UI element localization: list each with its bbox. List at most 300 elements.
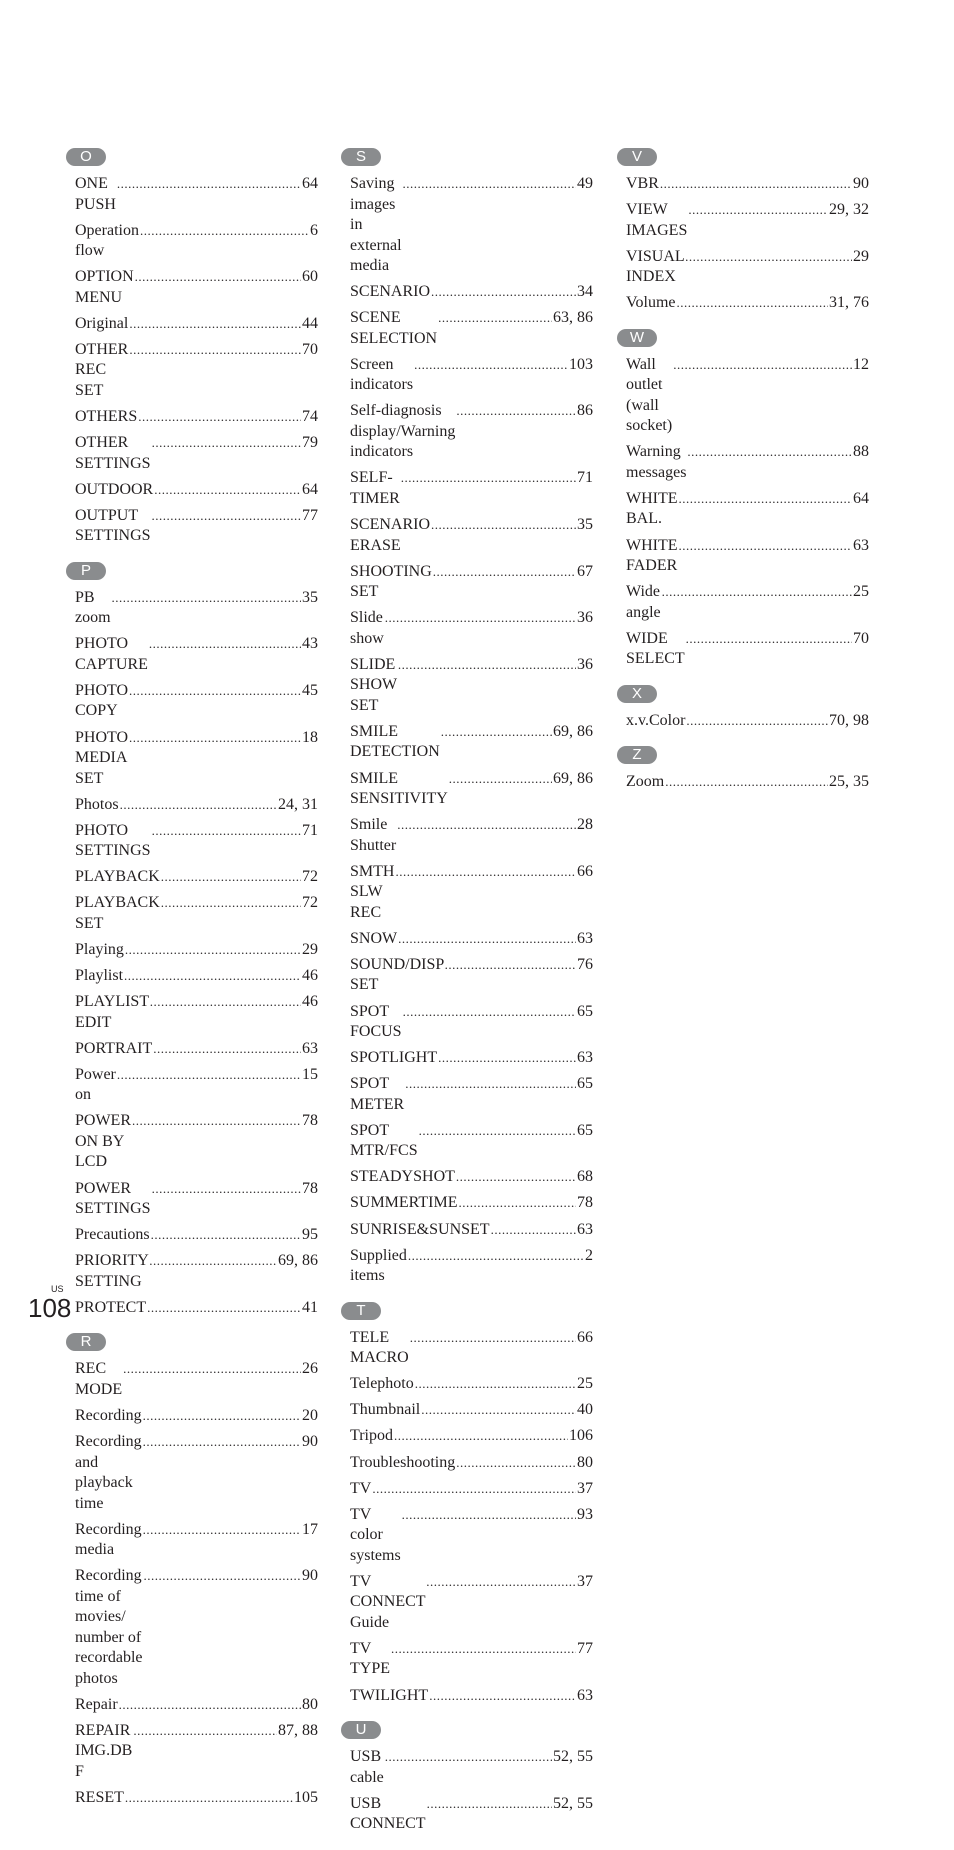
- index-page-reference: 35: [302, 588, 318, 606]
- index-page-reference: 63: [577, 929, 593, 947]
- index-page-reference: 36: [577, 655, 593, 673]
- dot-leader: [151, 1225, 301, 1246]
- index-entry: [626, 711, 869, 732]
- index-term: Slide show: [350, 609, 384, 647]
- index-page-reference: 66: [577, 862, 593, 880]
- index-page-reference: 25, 35: [829, 773, 869, 791]
- index-page-reference: 65: [577, 1121, 593, 1139]
- dot-leader: [456, 401, 576, 422]
- index-entry: [350, 1167, 593, 1188]
- index-entry: [75, 1251, 318, 1292]
- index-page-reference: 65: [577, 1075, 593, 1093]
- dot-leader: [419, 1121, 576, 1142]
- index-entry: [626, 536, 869, 577]
- index-section-u: [341, 1721, 593, 1835]
- index-page-reference: 40: [577, 1401, 593, 1419]
- dot-leader: [421, 1400, 576, 1421]
- index-entry: [75, 1179, 318, 1220]
- index-entry: [75, 1298, 318, 1319]
- index-page-reference: 65: [577, 1002, 593, 1020]
- index-term: SMILE SENSITIVITY: [350, 769, 448, 808]
- dot-leader: [673, 355, 852, 376]
- dot-leader: [143, 1432, 301, 1453]
- index-section-s: [341, 148, 593, 1287]
- dot-leader: [441, 722, 552, 743]
- index-page-reference: 64: [302, 480, 318, 498]
- dot-leader: [125, 1788, 293, 1809]
- index-term: Precautions: [75, 1226, 150, 1244]
- index-term: Power on: [75, 1065, 116, 1104]
- index-entry: [350, 1505, 593, 1567]
- index-entry: [75, 1566, 318, 1689]
- index-term: SLIDE SHOW SET: [350, 655, 397, 714]
- section-letter-tab: O: [66, 148, 106, 166]
- dot-leader: [129, 314, 301, 335]
- index-page-reference: 34: [577, 283, 593, 301]
- index-page-reference: 52, 55: [553, 1794, 593, 1812]
- index-entry: [350, 1328, 593, 1369]
- index-term: REC MODE: [75, 1360, 123, 1398]
- index-term: Original: [75, 314, 129, 332]
- section-letter-tab: T: [341, 1302, 381, 1320]
- index-entry: [350, 769, 593, 810]
- dot-leader: [129, 681, 301, 702]
- index-term: PROTECT: [75, 1298, 147, 1316]
- dot-leader: [125, 940, 301, 961]
- dot-leader: [391, 1639, 576, 1660]
- index-column-1: [66, 148, 318, 1824]
- dot-leader: [385, 608, 576, 629]
- index-page-reference: 6: [310, 221, 318, 239]
- index-term: Recording: [75, 1406, 142, 1424]
- section-letter-tab: R: [66, 1333, 106, 1351]
- index-entry: [75, 728, 318, 790]
- section-letter-tab: X: [617, 685, 657, 703]
- dot-leader: [143, 1406, 301, 1427]
- index-term: OTHER SETTINGS: [75, 434, 151, 472]
- index-entry: [75, 1520, 318, 1561]
- index-entry: [350, 1048, 593, 1069]
- section-letter-tab: P: [66, 562, 106, 580]
- index-entry: [626, 247, 869, 288]
- index-page-reference: 49: [577, 175, 593, 192]
- index-term: POWER SETTINGS: [75, 1179, 151, 1218]
- index-entry: [350, 1686, 593, 1707]
- dot-leader: [408, 1246, 584, 1267]
- index-entry: [350, 562, 593, 603]
- section-letter-tab: S: [341, 148, 381, 166]
- index-page-reference: 43: [302, 635, 318, 653]
- index-term: TV: [350, 1479, 372, 1497]
- index-term: USB CONNECT: [350, 1794, 426, 1833]
- index-term: Smile Shutter: [350, 816, 397, 854]
- index-entry-list: [66, 1359, 318, 1808]
- dot-leader: [427, 1794, 552, 1815]
- section-letter-tab: Z: [617, 746, 657, 764]
- index-entry: [350, 655, 593, 717]
- dot-leader: [124, 966, 301, 987]
- dot-leader: [112, 588, 301, 609]
- index-page-reference: 25: [577, 1375, 593, 1393]
- dot-leader: [665, 772, 828, 793]
- index-term: ONE PUSH: [75, 175, 116, 213]
- index-entry-list: [617, 711, 869, 732]
- index-page-reference: 103: [569, 355, 593, 373]
- index-term: Self-diagnosis display/Warning indicators: [350, 402, 456, 461]
- dot-leader: [140, 221, 309, 242]
- index-page-reference: 72: [302, 868, 318, 886]
- index-term: SHOOTING SET: [350, 562, 432, 601]
- index-page-reference: 80: [577, 1453, 593, 1471]
- index-page-reference: 90: [853, 175, 869, 192]
- index-page-reference: 29: [302, 941, 318, 958]
- dot-leader: [401, 468, 576, 489]
- index-term: Telephoto: [350, 1375, 414, 1393]
- region-code: US: [51, 1284, 64, 1294]
- dot-leader: [152, 506, 301, 527]
- dot-leader: [426, 1572, 576, 1593]
- dot-leader: [456, 1167, 576, 1188]
- index-entry: [350, 1121, 593, 1162]
- index-page-reference: 67: [577, 562, 593, 580]
- index-entry-list: [617, 772, 869, 793]
- index-entry: [75, 634, 318, 675]
- index-page-reference: 80: [302, 1695, 318, 1713]
- index-page-reference: 64: [853, 489, 869, 507]
- index-term: OUTDOOR: [75, 480, 154, 498]
- index-entry: [350, 468, 593, 509]
- index-term: STEADYSHOT: [350, 1168, 455, 1186]
- index-section-p: [66, 562, 318, 1319]
- index-entry: [350, 815, 593, 856]
- index-column-3: [617, 148, 869, 808]
- index-term: WIDE SELECT: [626, 629, 685, 668]
- index-page-reference: 77: [302, 506, 318, 524]
- index-term: RESET: [75, 1789, 124, 1806]
- index-page-reference: 106: [569, 1427, 593, 1445]
- dot-leader: [120, 795, 277, 816]
- index-page-reference: 17: [302, 1520, 318, 1538]
- index-entry: [75, 1721, 318, 1783]
- dot-leader: [150, 992, 301, 1013]
- index-entry: [75, 340, 318, 402]
- index-term: OPTION MENU: [75, 268, 134, 306]
- index-entry: [75, 506, 318, 547]
- index-entry: [350, 955, 593, 996]
- index-entry: [75, 795, 318, 816]
- index-entry: [75, 867, 318, 888]
- index-page-reference: 28: [577, 816, 593, 834]
- dot-leader: [133, 1721, 277, 1742]
- dot-leader: [431, 515, 576, 536]
- index-page-reference: 52, 55: [553, 1748, 593, 1765]
- index-section-z: [617, 746, 869, 793]
- index-entry: [350, 1220, 593, 1241]
- index-term: Playlist: [75, 967, 124, 985]
- dot-leader: [154, 480, 301, 501]
- dot-leader: [679, 536, 852, 557]
- dot-leader: [152, 1179, 301, 1200]
- dot-leader: [491, 1220, 576, 1241]
- dot-leader: [153, 1039, 301, 1060]
- index-page-reference: 86: [577, 402, 593, 420]
- dot-leader: [403, 174, 576, 195]
- index-page-reference: 31, 76: [829, 294, 869, 312]
- index-term: SCENARIO: [350, 283, 431, 301]
- dot-leader: [415, 1374, 576, 1395]
- dot-leader: [410, 1328, 576, 1349]
- index-entry: [350, 308, 593, 349]
- index-page-reference: 41: [302, 1298, 318, 1316]
- index-entry: [75, 588, 318, 629]
- index-term: PLAYBACK SET: [75, 894, 160, 932]
- dot-leader: [144, 1566, 301, 1587]
- index-term: Volume: [626, 294, 676, 312]
- index-entry: [350, 1074, 593, 1115]
- index-page-reference: 70: [302, 340, 318, 358]
- index-term: VBR: [626, 175, 659, 192]
- index-page-reference: 78: [577, 1194, 593, 1212]
- index-page-reference: 79: [302, 434, 318, 452]
- dot-leader: [449, 769, 552, 790]
- index-page-reference: 93: [577, 1505, 593, 1523]
- dot-leader: [117, 174, 301, 195]
- index-page-reference: 46: [302, 967, 318, 985]
- index-page-reference: 63: [577, 1686, 593, 1704]
- dot-leader: [117, 1065, 301, 1086]
- dot-leader: [397, 815, 576, 836]
- index-term: Warning messages: [626, 443, 687, 481]
- index-entry: [75, 1432, 318, 1514]
- index-entry: [626, 582, 869, 623]
- index-term: Recording and playback time: [75, 1433, 142, 1512]
- index-term: Thumbnail: [350, 1401, 421, 1419]
- dot-leader: [414, 355, 568, 376]
- index-entry: [350, 722, 593, 763]
- index-term: VISUAL INDEX: [626, 247, 685, 286]
- index-entry: [350, 1426, 593, 1447]
- index-term: SPOT METER: [350, 1075, 405, 1113]
- index-term: TV TYPE: [350, 1639, 390, 1678]
- index-entry: [626, 489, 869, 530]
- index-page-reference: 63, 86: [553, 309, 593, 327]
- index-entry: [75, 1359, 318, 1400]
- index-term: PHOTO SETTINGS: [75, 821, 151, 860]
- index-term: PHOTO COPY: [75, 681, 129, 720]
- index-page-reference: 60: [302, 268, 318, 286]
- index-page-reference: 44: [302, 314, 318, 332]
- index-page-reference: 105: [294, 1789, 318, 1806]
- index-entry-list: [66, 174, 318, 547]
- index-term: SPOT FOCUS: [350, 1002, 402, 1040]
- index-entry: [75, 174, 318, 215]
- dot-leader: [138, 407, 301, 428]
- index-entry: [75, 992, 318, 1033]
- index-section-r: [66, 1333, 318, 1808]
- index-term: SUMMERTIME: [350, 1194, 458, 1212]
- dot-leader: [152, 821, 301, 842]
- index-page-reference: 20: [302, 1406, 318, 1424]
- index-page-reference: 26: [302, 1360, 318, 1378]
- index-page-reference: 35: [577, 516, 593, 534]
- index-entry: [350, 1747, 593, 1788]
- index-term: PORTRAIT: [75, 1039, 153, 1057]
- index-entry: [350, 1794, 593, 1835]
- index-entry: [626, 355, 869, 437]
- index-term: PHOTO MEDIA SET: [75, 728, 129, 787]
- dot-leader: [398, 929, 576, 950]
- index-term: SELF-TIMER: [350, 469, 400, 507]
- dot-leader: [395, 862, 576, 883]
- index-entry: [626, 629, 869, 670]
- index-page-reference: 70: [853, 629, 869, 647]
- index-page-reference: 70, 98: [829, 711, 869, 729]
- dot-leader: [438, 1048, 576, 1069]
- index-term: WHITE BAL.: [626, 489, 678, 528]
- dot-leader: [119, 1695, 301, 1716]
- index-entry: [75, 681, 318, 722]
- index-entry: [75, 1225, 318, 1246]
- index-term: Wide angle: [626, 583, 661, 621]
- index-entry: [350, 1453, 593, 1474]
- index-page-reference: 88: [853, 443, 869, 461]
- index-page-reference: 63: [577, 1049, 593, 1067]
- index-term: Supplied items: [350, 1246, 407, 1285]
- index-term: SOUND/DISP SET: [350, 955, 444, 994]
- dot-leader: [403, 1002, 576, 1023]
- index-term: OUTPUT SETTINGS: [75, 506, 151, 545]
- index-term: Recording media: [75, 1520, 142, 1559]
- dot-leader: [129, 340, 301, 361]
- dot-leader: [152, 433, 301, 454]
- index-entry: [350, 1572, 593, 1634]
- index-entry-list: [617, 174, 869, 314]
- index-term: SCENARIO ERASE: [350, 516, 431, 554]
- dot-leader: [135, 267, 301, 288]
- index-section-o: [66, 148, 318, 547]
- index-term: TELE MACRO: [350, 1328, 409, 1367]
- index-page-reference: 15: [302, 1065, 318, 1083]
- dot-leader: [405, 1074, 576, 1095]
- dot-leader: [676, 293, 828, 314]
- index-entry: [75, 1065, 318, 1106]
- dot-leader: [402, 1505, 576, 1526]
- index-page-reference: 36: [577, 609, 593, 627]
- index-entry: [75, 1406, 318, 1427]
- index-entry: [75, 221, 318, 262]
- index-page-reference: 25: [853, 583, 869, 601]
- index-entry: [626, 174, 869, 195]
- index-entry: [350, 1374, 593, 1395]
- index-entry: [350, 1400, 593, 1421]
- index-term: PLAYBACK: [75, 868, 160, 886]
- index-entry: [350, 929, 593, 950]
- index-page-reference: 69, 86: [278, 1252, 318, 1270]
- index-page-reference: 77: [577, 1639, 593, 1657]
- index-term: PRIORITY SETTING: [75, 1252, 149, 1290]
- index-term: SPOT MTR/FCS: [350, 1121, 418, 1160]
- index-term: REPAIR IMG.DB F: [75, 1721, 133, 1780]
- index-entry-list: [66, 588, 318, 1319]
- index-term: TWILIGHT: [350, 1686, 429, 1704]
- index-entry: [75, 433, 318, 474]
- index-entry-list: [341, 1328, 593, 1706]
- index-page-reference: 68: [577, 1168, 593, 1186]
- index-entry: [75, 966, 318, 987]
- index-entry: [350, 515, 593, 556]
- index-entry: [350, 355, 593, 396]
- index-entry: [350, 1193, 593, 1214]
- dot-leader: [398, 655, 576, 676]
- index-page-reference: 90: [302, 1433, 318, 1451]
- index-entry: [75, 893, 318, 934]
- index-entry: [350, 862, 593, 924]
- index-page-reference: 71: [577, 469, 593, 487]
- index-page-reference: 63: [577, 1220, 593, 1238]
- index-term: TV color systems: [350, 1505, 401, 1564]
- index-section-w: [617, 329, 869, 670]
- index-term: OTHERS: [75, 407, 138, 425]
- dot-leader: [445, 955, 576, 976]
- index-entry: [75, 267, 318, 308]
- index-term: SMTH SLW REC: [350, 862, 395, 921]
- page-number: 108: [28, 1293, 72, 1323]
- index-term: Operation flow: [75, 221, 139, 260]
- index-entry: [350, 282, 593, 303]
- index-term: Tripod: [350, 1427, 393, 1445]
- dot-leader: [459, 1193, 577, 1214]
- index-page-reference: 12: [853, 355, 869, 373]
- index-term: PLAYLIST EDIT: [75, 993, 149, 1031]
- index-page-reference: 46: [302, 993, 318, 1011]
- dot-leader: [143, 1520, 301, 1541]
- index-entry: [350, 1246, 593, 1287]
- index-section-t: [341, 1302, 593, 1706]
- index-page-reference: 45: [302, 681, 318, 699]
- section-letter-tab: W: [617, 329, 657, 347]
- index-page-reference: 71: [302, 821, 318, 839]
- dot-leader: [132, 1111, 301, 1132]
- section-letter-tab: U: [341, 1721, 381, 1739]
- index-page-reference: 78: [302, 1179, 318, 1197]
- dot-leader: [394, 1426, 568, 1447]
- index-page-reference: 69, 86: [553, 722, 593, 740]
- index-column-2: [341, 148, 593, 1850]
- index-term: Zoom: [626, 773, 665, 791]
- index-term: SCENE SELECTION: [350, 309, 438, 347]
- dot-leader: [429, 1686, 576, 1707]
- dot-leader: [147, 1298, 301, 1319]
- index-term: PHOTO CAPTURE: [75, 635, 148, 673]
- index-page-reference: 37: [577, 1479, 593, 1497]
- index-page-reference: 37: [577, 1572, 593, 1590]
- dot-leader: [129, 728, 301, 749]
- index-term: WHITE FADER: [626, 536, 678, 575]
- index-term: OTHER REC SET: [75, 340, 129, 399]
- index-page-reference: 64: [302, 175, 318, 192]
- dot-leader: [385, 1747, 552, 1768]
- index-page-reference: 66: [577, 1328, 593, 1346]
- index-entry: [350, 608, 593, 649]
- index-entry: [626, 442, 869, 483]
- dot-leader: [149, 1251, 277, 1272]
- index-entry: [75, 1039, 318, 1060]
- index-entry: [75, 314, 318, 335]
- index-term: x.v.Color: [626, 711, 686, 729]
- index-page-reference: 24, 31: [278, 795, 318, 813]
- index-term: Saving images in external media: [350, 175, 402, 274]
- index-term: VIEW IMAGES: [626, 201, 688, 239]
